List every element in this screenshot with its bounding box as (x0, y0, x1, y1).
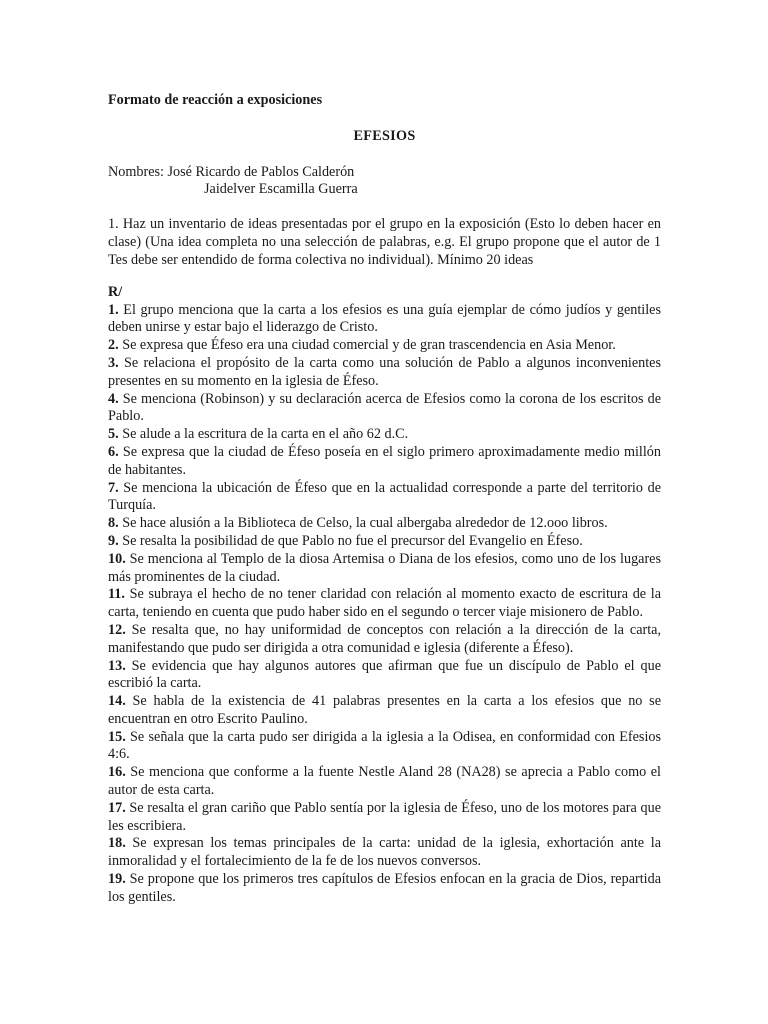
list-item (108, 693, 661, 729)
list-item (108, 871, 661, 907)
list-item (108, 622, 661, 658)
item-number: 19. (108, 871, 126, 888)
item-number: 3. (108, 354, 119, 371)
item-number: 12. (108, 621, 126, 638)
item-number: 16. (108, 764, 126, 781)
list-item (108, 586, 661, 622)
item-number: 2. (108, 337, 119, 354)
list-item (108, 444, 661, 480)
item-number: 9. (108, 532, 119, 549)
author-names (108, 164, 661, 200)
item-text: Se resalta que, no hay uniformidad de conceptos con relación a la dirección de la carta, manifestando que pudo ser dirigida a otra comunidad e iglesia (diferente a Éfeso). (108, 621, 662, 656)
item-text: Se expresan los temas principales de la carta: unidad de la iglesia, exhortación ante la inmoralidad y el fortalecimiento de la fe de los nuevos conversos. (108, 835, 661, 870)
item-text: El grupo menciona que la carta a los efesios es una guía ejemplar de cómo judíos y gentiles deben unirse y estar bajo el liderazgo de Cristo. (108, 301, 661, 336)
item-number: 8. (108, 515, 119, 532)
item-text: Se señala que la carta pudo ser dirigida a la iglesia a la Odisea, en conformidad con Efesios 4:6. (108, 728, 661, 763)
ideas-list (108, 302, 661, 907)
item-text: Se subraya el hecho de no tener claridad con relación al momento exacto de escritura de la carta, teniendo en cuenta que pudo haber sido en el segundo o tercer viaje misionero de Pablo. (108, 586, 661, 621)
list-item (108, 302, 661, 338)
list-item (108, 355, 661, 391)
item-text: Se alude a la escritura de la carta en el año 62 d.C. (122, 426, 409, 443)
list-item (108, 426, 661, 444)
item-number: 18. (108, 835, 126, 852)
list-item (108, 551, 661, 587)
item-number: 13. (108, 657, 126, 674)
item-text: Se menciona que conforme a la fuente Nestle Aland 28 (NA28) se aprecia a Pablo como el autor de esta carta. (108, 764, 661, 799)
author-name-1: Nombres: José Ricardo de Pablos Calderón (108, 163, 355, 180)
item-text: Se menciona al Templo de la diosa Artemisa o Diana de los efesios, como uno de los lugares más prominentes de la ciudad. (108, 550, 661, 585)
item-text: Se resalta la posibilidad de que Pablo no fue el precursor del Evangelio en Éfeso. (122, 532, 583, 549)
list-item (108, 658, 661, 694)
document-heading: Formato de reacción a exposiciones (108, 92, 323, 108)
item-number: 6. (108, 443, 119, 460)
item-text: Se propone que los primeros tres capítulos de Efesios enfocan en la gracia de Dios, repartida los gentiles. (108, 871, 661, 905)
list-item (108, 515, 661, 533)
item-text: Se menciona (Robinson) y su declaración acerca de Efesios como la corona de los escritos de Pablo. (108, 390, 661, 425)
document-title: EFESIOS (353, 127, 416, 144)
item-text: Se relaciona el propósito de la carta como una solución de Pablo a algunos inconvenientes presentes en su momento en la iglesia de Éfeso. (108, 354, 662, 389)
item-number: 7. (108, 479, 119, 496)
list-item (108, 764, 661, 800)
list-item (108, 729, 661, 765)
item-text: Se menciona la ubicación de Éfeso que en la actualidad corresponde a parte del territorio de Turquía. (108, 479, 661, 514)
answer-mark: R/ (108, 283, 123, 300)
item-text: Se habla de la existencia de 41 palabras presentes en la carta a los efesios que no se encuentran en otro Escrito Paulino. (108, 693, 662, 727)
item-number: 14. (108, 693, 126, 710)
item-number: 17. (108, 799, 126, 816)
question-text: 1. Haz un inventario de ideas presentadas por el grupo en la exposición (Esto lo deben hacer en clase) (Una idea completa no una selección de palabras, e.g. El grupo propone que el autor de 1 Tes debe ser entendido de forma colectiva no individual). Mínimo 20 ideas (108, 216, 661, 268)
item-number: 4. (108, 390, 119, 407)
item-text: Se evidencia que hay algunos autores que afirman que fue un discípulo de Pablo el que escribió la carta. (108, 657, 662, 692)
document-page (108, 92, 661, 907)
list-item (108, 835, 661, 871)
item-number: 10. (108, 550, 126, 567)
item-text: Se expresa que Éfeso era una ciudad comercial y de gran trascendencia en Asia Menor. (122, 337, 616, 354)
item-text: Se resalta el gran cariño que Pablo sentía por la iglesia de Éfeso, uno de los motores para que les escribiera. (108, 799, 661, 834)
item-text: Se expresa que la ciudad de Éfeso poseía en el siglo primero aproximadamente medio millón de habitantes. (108, 443, 661, 478)
list-item (108, 391, 661, 427)
item-number: 5. (108, 426, 119, 443)
author-name-2: Jaidelver Escamilla Guerra (204, 181, 358, 198)
item-number: 1. (108, 301, 119, 318)
list-item (108, 337, 661, 355)
list-item (108, 800, 661, 836)
item-text: Se hace alusión a la Biblioteca de Celso, la cual albergaba alrededor de 12.ooo libros. (122, 515, 608, 532)
item-number: 11. (108, 586, 125, 603)
item-number: 15. (108, 728, 126, 745)
list-item (108, 533, 661, 551)
list-item (108, 480, 661, 516)
